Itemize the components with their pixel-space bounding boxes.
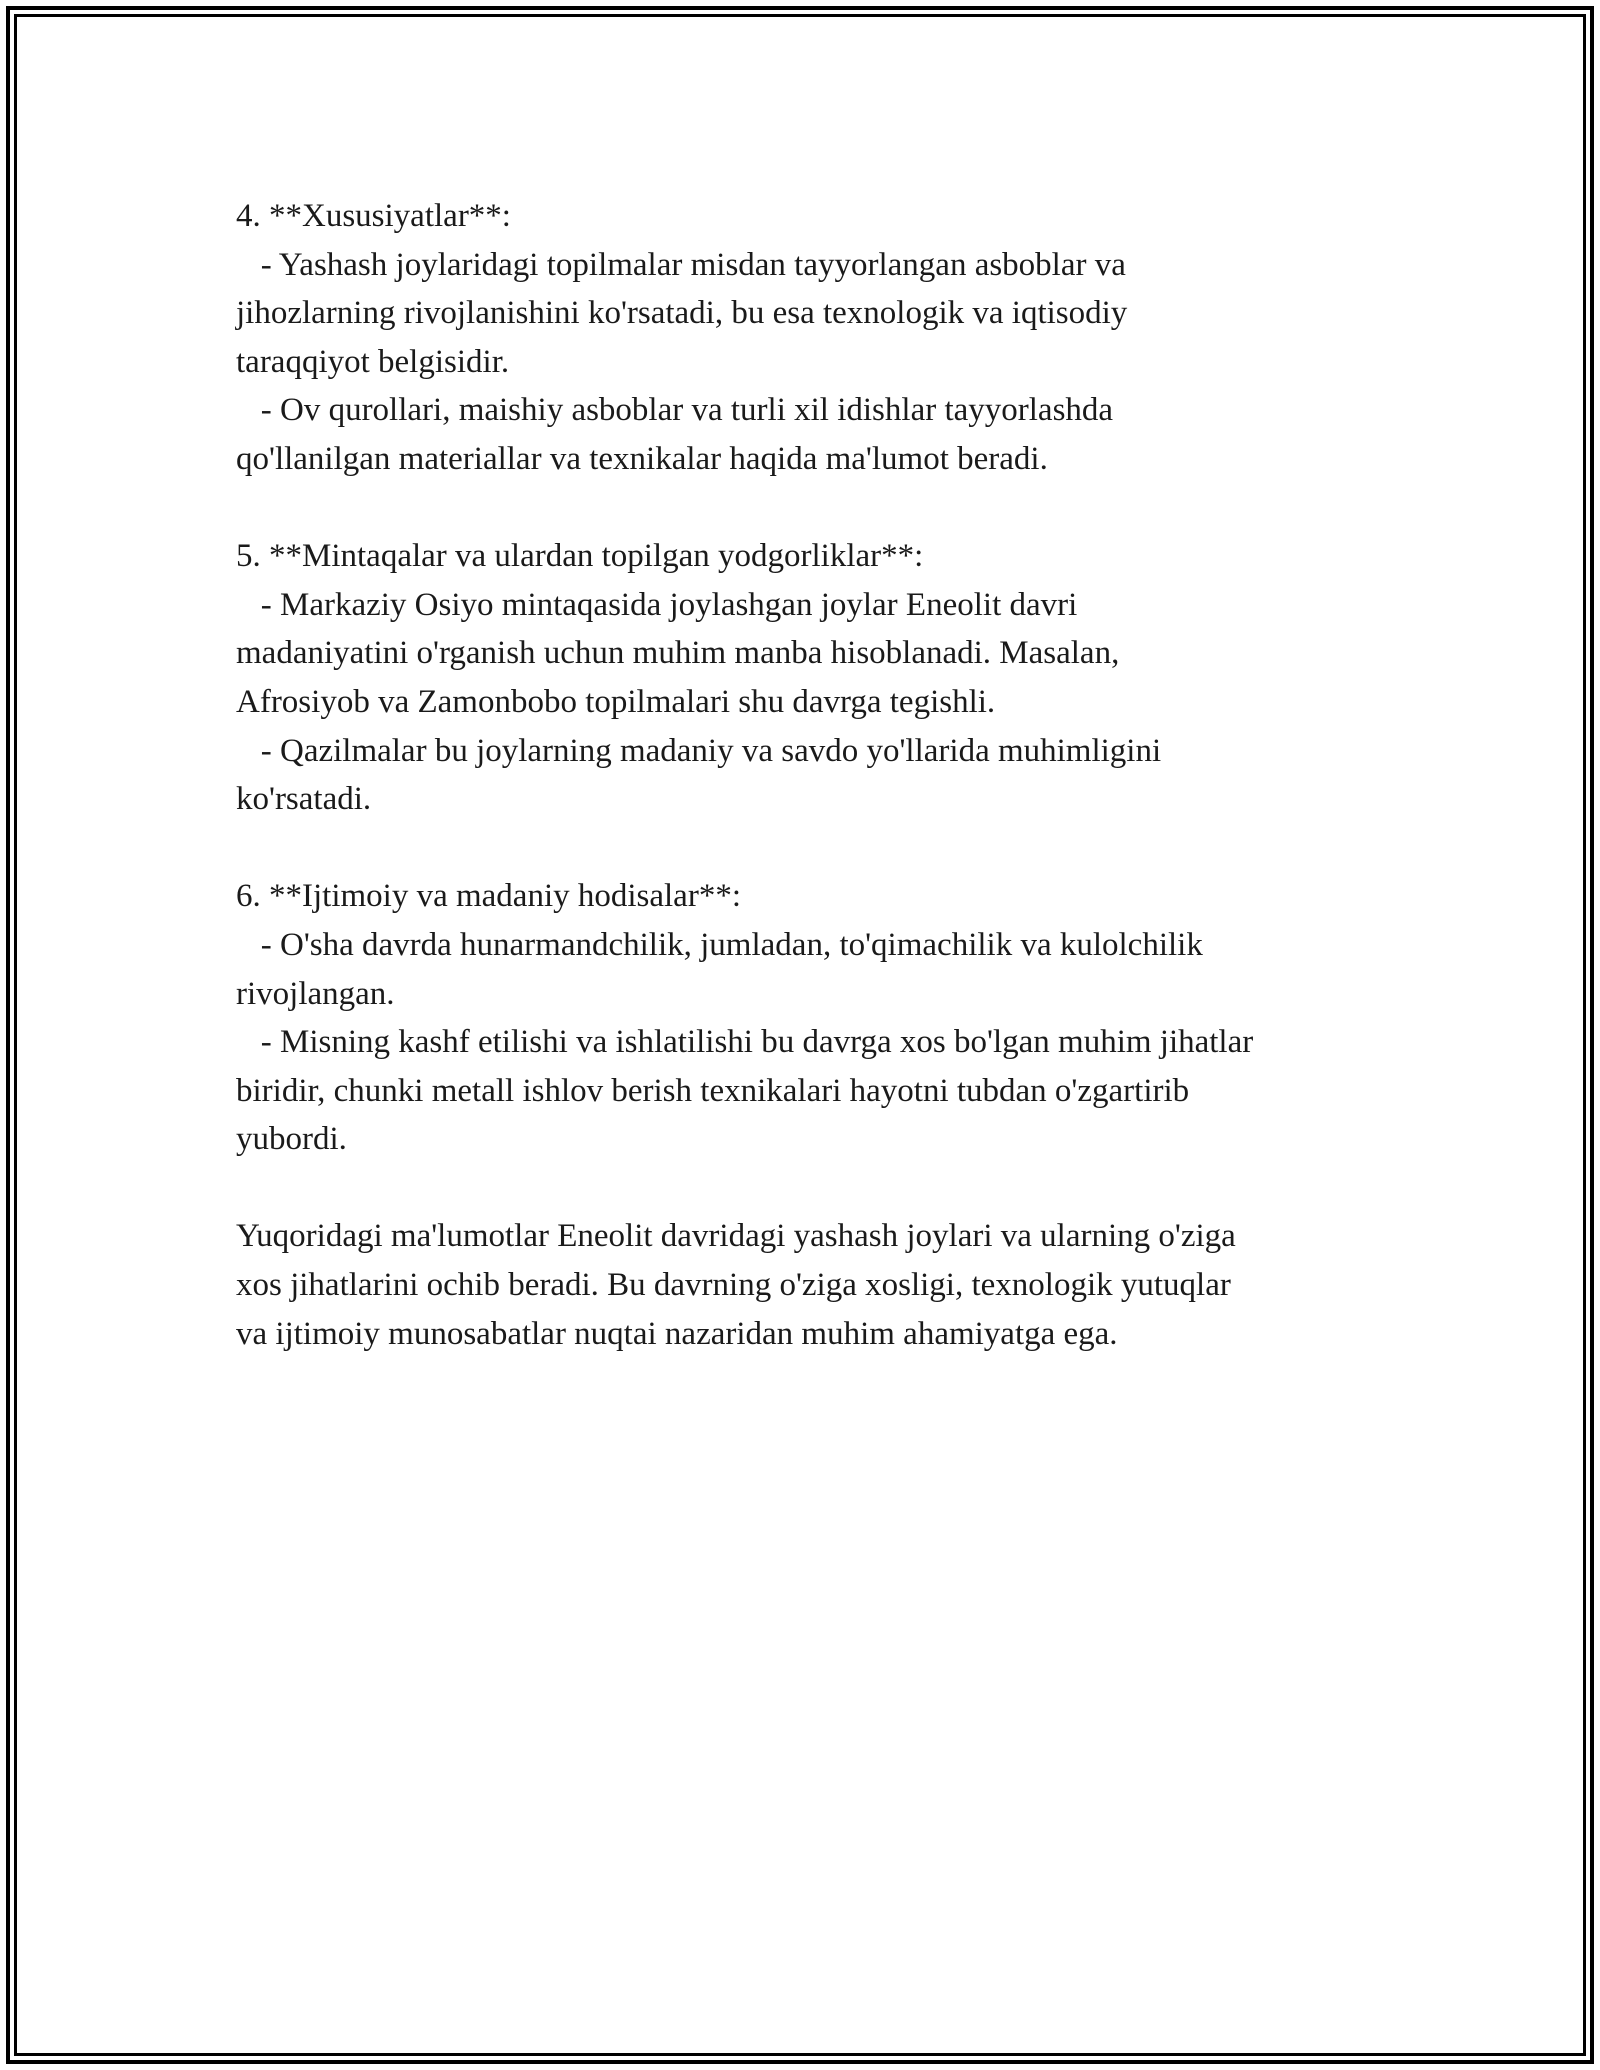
document-body bbox=[236, 192, 1376, 1358]
section-ijtimoiy bbox=[236, 872, 1376, 1164]
paragraph-gap bbox=[236, 484, 1376, 533]
text-line: yubordi. bbox=[236, 1121, 347, 1158]
text-line: va ijtimoiy munosabatlar nuqtai nazaridan muhim ahamiyatga ega. bbox=[236, 1315, 1118, 1352]
section-conclusion bbox=[236, 1212, 1376, 1358]
text-line: madaniyatini o'rganish uchun muhim manba hisoblanadi. Masalan, bbox=[236, 635, 1120, 672]
section-xususiyatlar bbox=[236, 192, 1376, 484]
text-line: Afrosiyob va Zamonbobo topilmalari shu davrga tegishli. bbox=[236, 683, 996, 720]
text-line: - Yashash joylaridagi topilmalar misdan tayyorlangan asboblar va bbox=[236, 246, 1126, 283]
paragraph-gap bbox=[236, 824, 1376, 873]
text-line: Yuqoridagi ma'lumotlar Eneolit davridagi yashash joylari va ularning o'ziga bbox=[236, 1218, 1236, 1255]
text-line: rivojlangan. bbox=[236, 975, 395, 1012]
section-heading: 4. **Xususiyatlar**: bbox=[236, 198, 511, 234]
text-line: - Markaziy Osiyo mintaqasida joylashgan joylar Eneolit davri bbox=[236, 586, 1078, 623]
text-line: ko'rsatadi. bbox=[236, 781, 372, 818]
section-heading: 6. **Ijtimoiy va madaniy hodisalar**: bbox=[236, 878, 741, 915]
section-mintaqalar bbox=[236, 532, 1376, 824]
text-line: xos jihatlarini ochib beradi. Bu davrning o'ziga xosligi, texnologik yutuqlar bbox=[236, 1267, 1231, 1304]
text-line: biridir, chunki metall ishlov berish texnikalari hayotni tubdan o'zgartirib bbox=[236, 1072, 1190, 1109]
text-line: qo'llanilgan materiallar va texnikalar haqida ma'lumot beradi. bbox=[236, 440, 1048, 477]
text-line: - O'sha davrda hunarmandchilik, jumladan, to'qimachilik va kulolchilik bbox=[236, 926, 1203, 963]
text-line: - Qazilmalar bu joylarning madaniy va savdo yo'llarida muhimligini bbox=[236, 732, 1162, 769]
text-line: - Ov qurollari, maishiy asboblar va turli xil idishlar tayyorlashda bbox=[236, 392, 1114, 429]
text-line: - Misning kashf etilishi va ishlatilishi bu davrga xos bo'lgan muhim jihatlar bbox=[236, 1024, 1254, 1061]
text-line: jihozlarning rivojlanishini ko'rsatadi, bu esa texnologik va iqtisodiy bbox=[236, 295, 1128, 332]
text-line: taraqqiyot belgisidir. bbox=[236, 343, 510, 380]
section-heading: 5. **Mintaqalar va ulardan topilgan yodgorliklar**: bbox=[236, 538, 924, 575]
paragraph-gap bbox=[236, 1164, 1376, 1213]
